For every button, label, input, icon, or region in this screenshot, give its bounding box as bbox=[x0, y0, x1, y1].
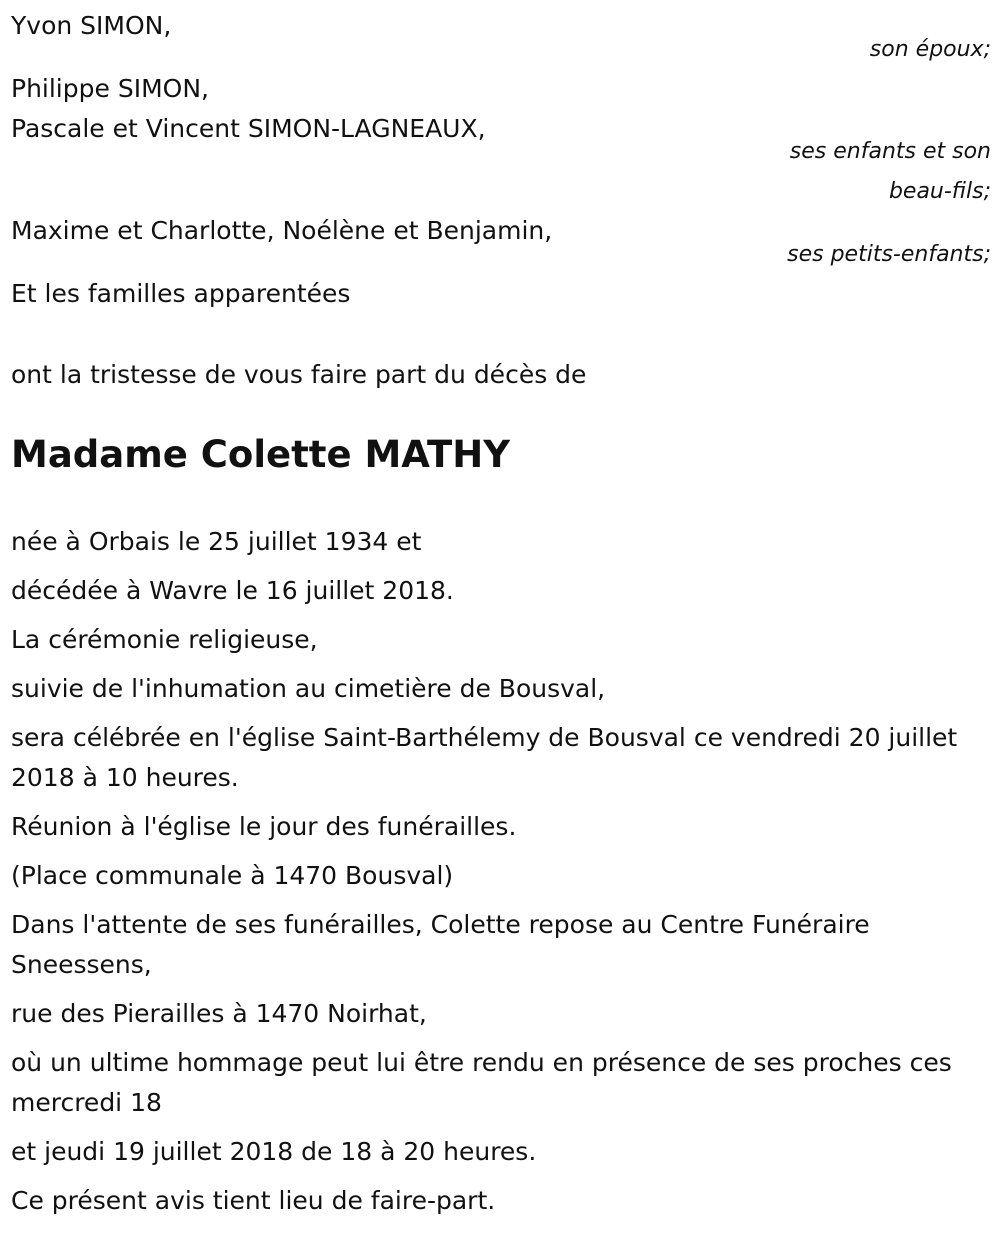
child-name-2: Pascale et Vincent SIMON-LAGNEAUX, bbox=[11, 114, 486, 143]
spouse-name: Yvon SIMON, bbox=[11, 11, 172, 40]
detail-tribute: où un ultime hommage peut lui être rendu en présence de ses proches ces mercredi 18 bbox=[11, 1048, 952, 1117]
deceased-name: Madame Colette MATHY bbox=[11, 433, 511, 476]
detail-church: sera célébrée en l'église Saint-Barthélemy de Bousval ce vendredi 20 juillet 2018 à 10 heures. bbox=[11, 723, 958, 792]
detail-repose: Dans l'attente de ses funérailles, Colette repose au Centre Funéraire Sneessens, bbox=[11, 910, 870, 979]
detail-meeting: Réunion à l'église le jour des funérailles. bbox=[11, 812, 517, 841]
child-name-1: Philippe SIMON, bbox=[11, 74, 209, 103]
detail-street: rue des Pierailles à 1470 Noirhat, bbox=[11, 999, 427, 1028]
announcement-text: ont la tristesse de vous faire part du décès de bbox=[11, 360, 587, 389]
detail-death: décédée à Wavre le 16 juillet 2018. bbox=[11, 576, 454, 605]
grandchildren-role: ses petits-enfants; bbox=[787, 242, 991, 267]
detail-burial: suivie de l'inhumation au cimetière de Bousval, bbox=[11, 674, 606, 703]
detail-birth: née à Orbais le 25 juillet 1934 et bbox=[11, 527, 422, 556]
details-block bbox=[11, 522, 961, 1230]
relatives-line: Et les familles apparentées bbox=[11, 279, 351, 308]
grandchildren-names: Maxime et Charlotte, Noélène et Benjamin, bbox=[11, 216, 553, 245]
detail-closing: Ce présent avis tient lieu de faire-part. bbox=[11, 1186, 496, 1215]
detail-address: (Place communale à 1470 Bousval) bbox=[11, 861, 454, 890]
spouse-role: son époux; bbox=[869, 37, 991, 62]
children-role-line-1: ses enfants et son bbox=[789, 139, 991, 164]
detail-ceremony: La cérémonie religieuse, bbox=[11, 625, 318, 654]
children-role-line-2: beau-fils; bbox=[888, 179, 991, 204]
detail-dates: et jeudi 19 juillet 2018 de 18 à 20 heures. bbox=[11, 1137, 537, 1166]
